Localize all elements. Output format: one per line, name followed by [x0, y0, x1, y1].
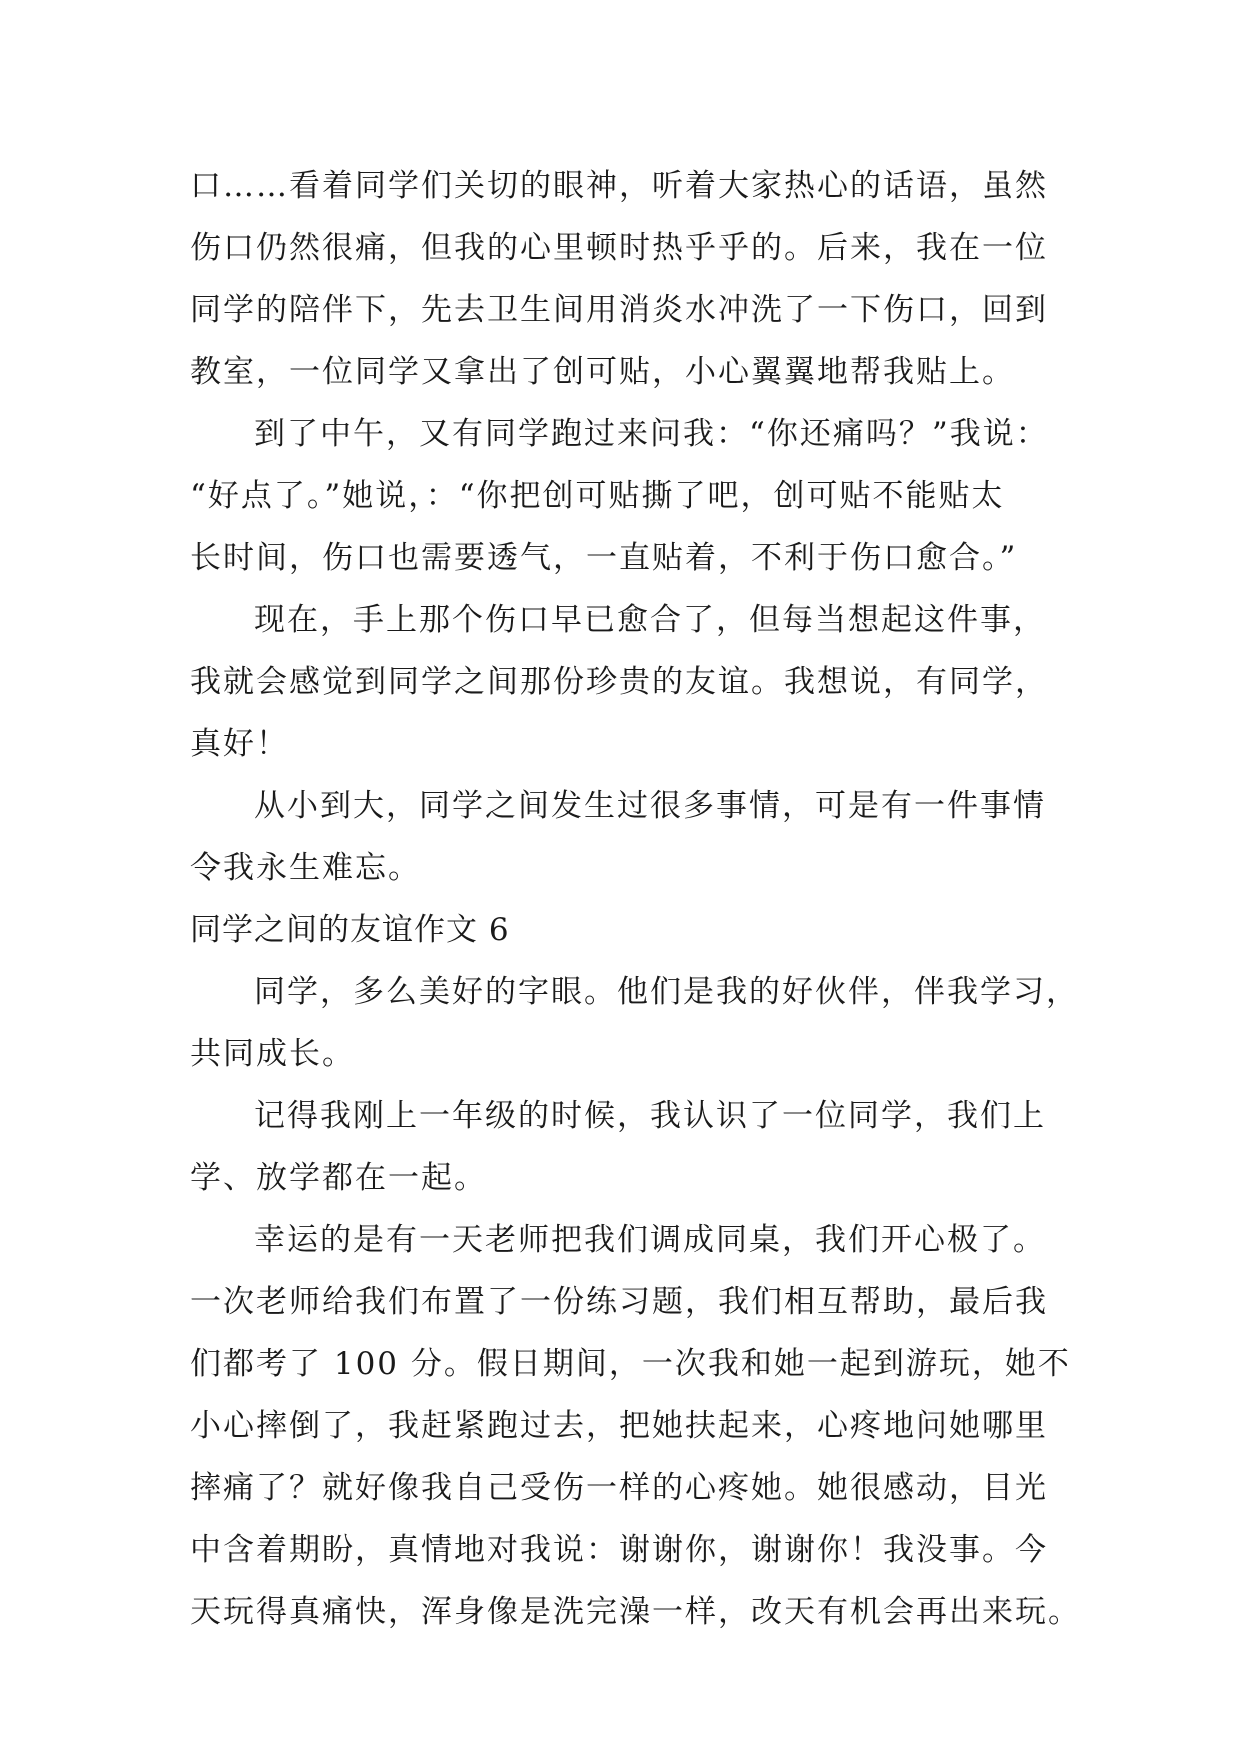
text-line: 令我永生难忘。 [190, 850, 421, 886]
text-line: 同学，多么美好的字眼。他们是我的好伙伴，伴我学习， [254, 974, 1079, 1010]
text-line: 现在，手上那个伤口早已愈合了，但每当想起这件事， [254, 602, 1046, 638]
text-line: 中含着期盼，真情地对我说：谢谢你，谢谢你！我没事。今 [190, 1532, 1048, 1568]
text-line: 伤口仍然很痛，但我的心里顿时热乎乎的。后来，我在一位 [190, 230, 1048, 266]
text-line: 幸运的是有一天老师把我们调成同桌，我们开心极了。 [254, 1222, 1046, 1258]
text-line: 从小到大，同学之间发生过很多事情，可是有一件事情 [254, 788, 1046, 824]
text-line: 记得我刚上一年级的时候，我认识了一位同学，我们上 [254, 1098, 1046, 1134]
text-line: 长时间，伤口也需要透气，一直贴着，不利于伤口愈合。” [190, 540, 1018, 576]
text-line: 小心摔倒了，我赶紧跑过去，把她扶起来，心疼地问她哪里 [190, 1408, 1048, 1444]
text-line: 一次老师给我们布置了一份练习题，我们相互帮助，最后我 [190, 1284, 1048, 1320]
text-line: 天玩得真痛快，浑身像是洗完澡一样，改天有机会再出来玩。 [190, 1594, 1081, 1630]
essay-body [190, 155, 1090, 1643]
text-line: 教室，一位同学又拿出了创可贴，小心翼翼地帮我贴上。 [190, 354, 1015, 390]
text-line: 我就会感觉到同学之间那份珍贵的友谊。我想说，有同学， [190, 664, 1048, 700]
text-line: 同学的陪伴下，先去卫生间用消炎水冲洗了一下伤口，回到 [190, 292, 1048, 328]
text-line: 学、放学都在一起。 [190, 1160, 487, 1196]
text-line: “好点了。”她说，：“你把创可贴撕了吧，创可贴不能贴太 [190, 478, 1005, 514]
section-heading: 同学之间的友谊作文 6 [190, 912, 510, 948]
text-line: 到了中午，又有同学跑过来问我：“你还痛吗？”我说： [254, 416, 1049, 452]
text-line: 口……看着同学们关切的眼神，听着大家热心的话语，虽然 [190, 168, 1048, 204]
text-line: 们都考了 100 分。假日期间，一次我和她一起到游玩，她不 [190, 1346, 1071, 1382]
text-line: 真好！ [190, 726, 289, 762]
text-line: 共同成长。 [190, 1036, 355, 1072]
text-line: 摔痛了？就好像我自己受伤一样的心疼她。她很感动，目光 [190, 1470, 1048, 1506]
